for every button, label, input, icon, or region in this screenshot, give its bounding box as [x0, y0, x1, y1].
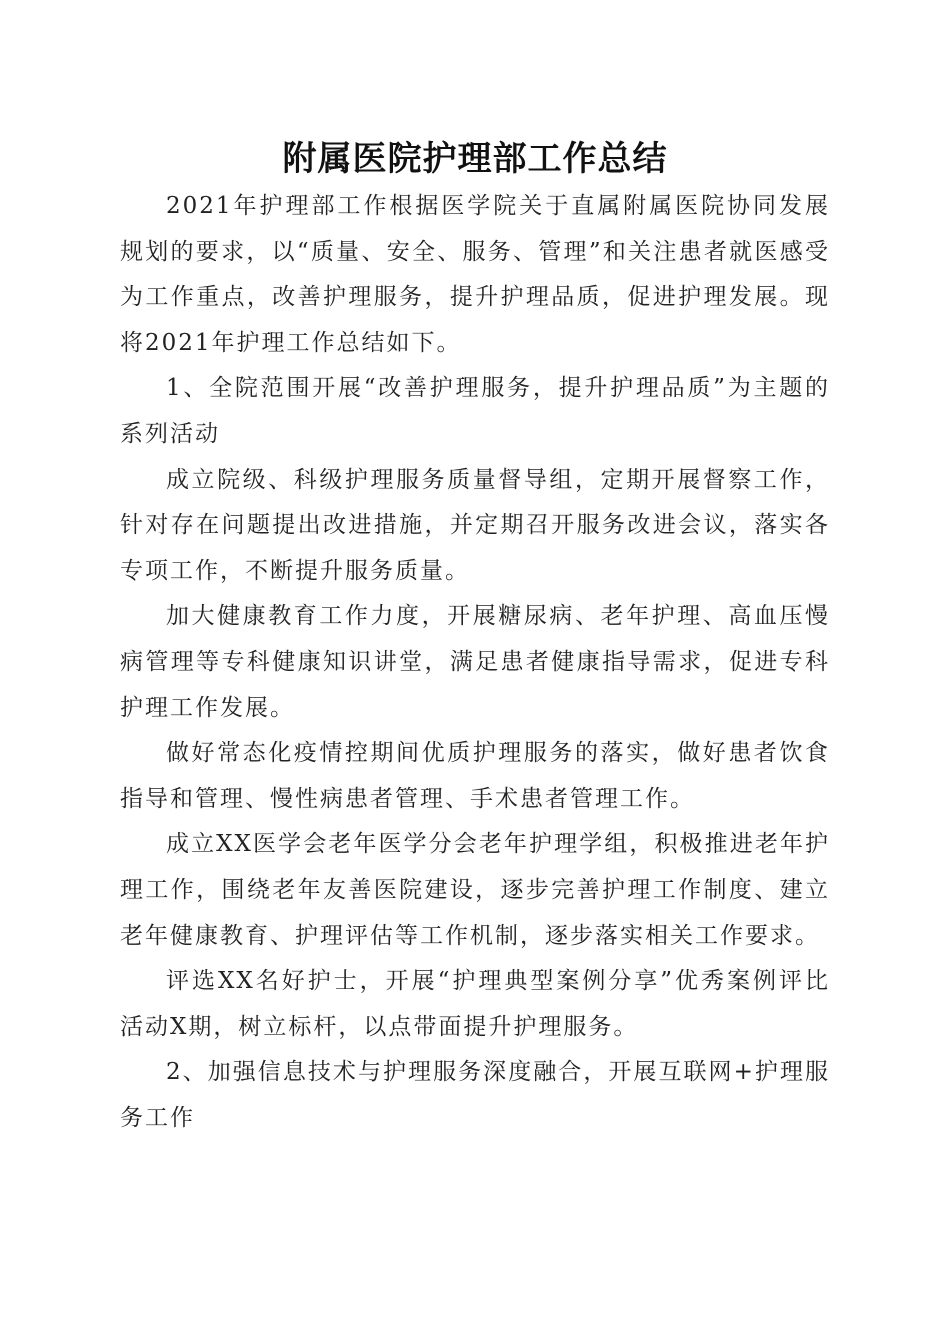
section-heading-1: 1、全院范围开展“改善护理服务，提升护理品质”为主题的系列活动: [120, 375, 830, 447]
paragraph-intro: 2021年护理部工作根据医学院关于直属附属医院协同发展规划的要求，以“质量、安全、服务、管理”和关注患者就医感受为工作重点，改善护理服务，提升护理品质，促进护理发展。现将2021年护理工作总结如下。: [120, 193, 830, 356]
paragraph-health-education: 加大健康教育工作力度，开展糖尿病、老年护理、高血压慢病管理等专科健康知识讲堂，满足患者健康指导需求，促进专科护理工作发展。: [120, 603, 830, 721]
document-body: [120, 184, 830, 1141]
paragraph-geriatric-group: 成立XX医学会老年医学分会老年护理学组，积极推进老年护理工作，围绕老年友善医院建设，逐步完善护理工作制度、建立老年健康教育、护理评估等工作机制，逐步落实相关工作要求。: [120, 831, 830, 949]
paragraph-good-nurses: 评选XX名好护士，开展“护理典型案例分享”优秀案例评比活动X期，树立标杆，以点带面提升护理服务。: [120, 968, 830, 1040]
section-heading-2: 2、加强信息技术与护理服务深度融合，开展互联网+护理服务工作: [120, 1059, 830, 1131]
paragraph-supervision: 成立院级、科级护理服务质量督导组，定期开展督察工作，针对存在问题提出改进措施，并定期召开服务改进会议，落实各专项工作，不断提升服务质量。: [120, 466, 830, 584]
document-title: 附属医院护理部工作总结: [282, 139, 668, 179]
paragraph-epidemic-service: 做好常态化疫情控期间优质护理服务的落实，做好患者饮食指导和管理、慢性病患者管理、手术患者管理工作。: [120, 740, 830, 812]
